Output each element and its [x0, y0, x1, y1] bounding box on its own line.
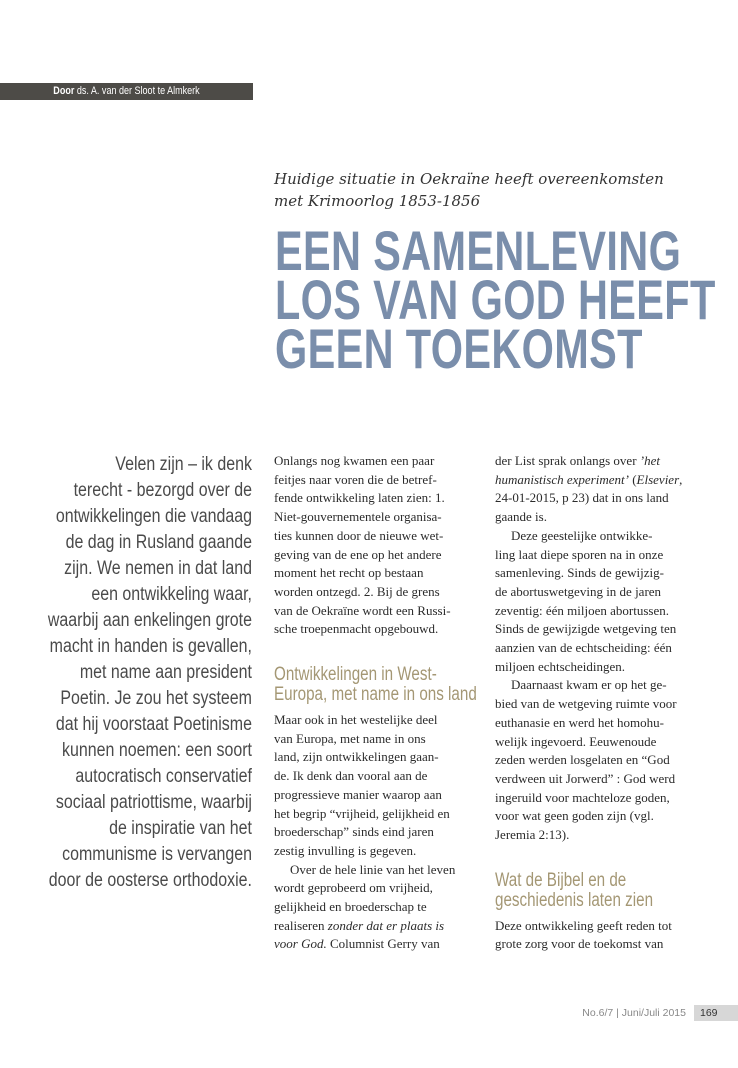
text: moment het recht op bestaan — [274, 565, 424, 581]
section-heading — [495, 891, 667, 911]
spacer — [274, 639, 489, 665]
body-text-line — [274, 564, 489, 583]
text: geschiedenis laten zien — [495, 889, 654, 911]
body-text-line — [274, 917, 489, 936]
subtitle-line: Huidige situatie in Oekraïne heeft overeenkomsten — [274, 170, 664, 188]
pull-quote-line: de dag in Rusland gaande — [65, 532, 252, 553]
body-text-line — [274, 861, 489, 880]
body-text-line — [274, 471, 489, 490]
pull-quote-line: autocratisch conservatief — [75, 766, 253, 787]
title-line: GEEN TOEKOMST — [275, 317, 643, 380]
body-text-line — [495, 583, 710, 602]
body-text-line — [495, 452, 710, 471]
body-text-line — [495, 546, 710, 565]
body-text-line — [274, 452, 489, 471]
pull-quote-line: communisme is vervangen — [62, 844, 252, 865]
text: feitjes naar voren die de betref- — [274, 471, 437, 487]
pull-quote-line: waarbij aan enkelingen grote — [47, 610, 252, 631]
italic-text: zonder dat er plaats is — [327, 917, 445, 933]
text: welijk ingevoerd. Eeuwenoude — [495, 733, 657, 749]
body-text-line — [495, 676, 710, 695]
article-title — [275, 219, 735, 380]
text: ties kunnen door de nieuwe wet- — [274, 527, 444, 543]
body-text-line — [495, 620, 710, 639]
text: sche troepenmacht opgebouwd. — [274, 621, 439, 637]
italic-text: humanistisch experiment’ — [495, 471, 629, 487]
italic-text: voor God. — [274, 936, 327, 952]
text: Niet-gouvernementele organisa- — [274, 509, 442, 525]
text: ingeruild voor machteloze goden, — [495, 789, 670, 805]
body-text-line — [274, 508, 489, 527]
body-text-line — [274, 935, 489, 954]
body-text-line — [495, 527, 710, 546]
body-text-line — [274, 823, 489, 842]
body-text-line — [274, 583, 489, 602]
body-text-line — [495, 471, 710, 490]
text-column-2 — [495, 452, 710, 954]
text: aanzien van de echtscheiding: één — [495, 640, 672, 656]
text: Columnist Gerry van — [326, 936, 440, 952]
body-text-line — [495, 789, 710, 808]
body-text-line — [274, 842, 489, 861]
text: de. Ik denk dan vooral aan de — [274, 768, 428, 784]
body-text-line — [495, 751, 710, 770]
text: worden ontzegd. 2. Bij de grens — [274, 583, 440, 599]
text: het begrip “vrijheid, gelijkheid en — [274, 805, 450, 821]
pull-quote-line: macht in handen is gevallen, — [49, 636, 252, 657]
body-text-line — [274, 546, 489, 565]
text: zestig invulling is gegeven. — [274, 842, 417, 858]
body-text-line — [495, 714, 710, 733]
body-text-line — [495, 807, 710, 826]
text: de abortuswetgeving in de jaren — [495, 583, 662, 599]
text: verdween uit Jorwerd” : God werd — [495, 770, 676, 786]
text: Jeremia 2:13). — [495, 827, 570, 843]
pull-quote-line: de inspiratie van het — [109, 818, 252, 839]
pull-quote-line: met name aan president — [79, 662, 253, 683]
text: 24-01-2015, p 23) dat in ons land — [495, 490, 669, 506]
text: Europa, met name in ons land — [274, 684, 477, 706]
pull-quote-line: zijn. We nemen in dat land — [64, 558, 252, 579]
section-heading — [495, 871, 667, 891]
text: Deze geestelijke ontwikke- — [511, 527, 653, 543]
pull-quote — [9, 452, 252, 894]
body-text-line — [495, 508, 710, 527]
italic-text: Elsevier — [636, 471, 680, 487]
body-text-line — [495, 639, 710, 658]
text: wordt geprobeerd om vrijheid, — [274, 880, 433, 896]
text: van Europa, met name in ons — [274, 730, 426, 746]
text: Sinds de gewijzigde wetgeving ten — [495, 621, 677, 637]
text: euthanasie en werd het homohu- — [495, 714, 664, 730]
text: realiseren — [274, 917, 328, 933]
pull-quote-line: sociaal patriottisme, waarbij — [55, 792, 252, 813]
issue-info: No.6/7 | Juni/Juli 2015 — [582, 1007, 686, 1019]
page-footer — [478, 1005, 738, 1021]
article-subtitle — [274, 168, 664, 212]
body-text-line — [274, 620, 489, 639]
text: , — [679, 471, 683, 487]
text: zeden werden losgelaten en “God — [495, 752, 670, 768]
text: broederschap” sinds eind jaren — [274, 824, 434, 840]
text-column-1 — [274, 452, 489, 954]
body-text-line — [274, 730, 489, 749]
byline-author: ds. A. van der Sloot te Almkerk — [76, 85, 200, 97]
body-text-line — [274, 748, 489, 767]
text: miljoen echtscheidingen. — [495, 658, 625, 674]
text: Ontwikkelingen in West- — [274, 664, 437, 686]
text: bied van de wetgeving ruimte voor — [495, 696, 677, 712]
body-text-line — [495, 658, 710, 677]
spacer — [495, 845, 710, 871]
body-text-line — [274, 602, 489, 621]
body-text-line — [495, 733, 710, 752]
section-heading — [274, 684, 477, 706]
body-text-line — [274, 879, 489, 898]
text: progressieve manier waarop aan — [274, 786, 442, 802]
body-text-line — [495, 770, 710, 789]
byline-bar — [0, 83, 253, 100]
byline-prefix: Door — [53, 85, 75, 97]
body-text-line — [274, 767, 489, 786]
body-text-line — [274, 711, 489, 730]
pull-quote-line: dat hij voorstaat Poetinisme — [55, 714, 252, 735]
body-text-line — [495, 602, 710, 621]
text: fende ontwikkeling laten zien: 1. — [274, 490, 445, 506]
body-text-line — [274, 898, 489, 917]
section-heading — [274, 665, 446, 685]
text: samenleving. Sinds de gewijzig- — [495, 565, 664, 581]
text: gaande is. — [495, 509, 547, 525]
text: land, zijn ontwikkelingen gaan- — [274, 749, 439, 765]
text: ling laat diepe sporen na in onze — [495, 546, 664, 562]
subtitle-line: met Krimoorlog 1853-1856 — [274, 192, 481, 210]
body-text-line — [274, 489, 489, 508]
pull-quote-line: Poetin. Je zou het systeem — [60, 688, 252, 709]
text: grote zorg voor de toekomst van — [495, 936, 664, 952]
body-text-line — [495, 917, 710, 936]
pull-quote-line: door de oosterse orthodoxie. — [48, 870, 252, 891]
text: ( — [628, 471, 637, 487]
text: Wat de Bijbel en de — [495, 869, 627, 891]
body-text-line — [274, 527, 489, 546]
text: geving van de ene op het andere — [274, 546, 442, 562]
text: gelijkheid en broederschap te — [274, 899, 427, 915]
page-number: 169 — [694, 1005, 738, 1021]
pull-quote-line: terecht - bezorgd over de — [73, 480, 252, 501]
text: voor wat geen goden zijn (vgl. — [495, 808, 654, 824]
text: van de Oekraïne wordt een Russi- — [274, 602, 451, 618]
body-text-line — [274, 805, 489, 824]
title-line: LOS VAN GOD HEEFT — [275, 268, 716, 331]
body-text-line — [495, 489, 710, 508]
text: Over de hele linie van het leven — [290, 861, 456, 877]
text: zeventig: één miljoen abortussen. — [495, 602, 670, 618]
italic-text: ’het — [639, 453, 660, 468]
text: der List sprak onlangs over — [495, 453, 640, 468]
pull-quote-line: kunnen noemen: een soort — [62, 740, 252, 761]
text: Maar ook in het westelijke deel — [274, 712, 438, 728]
title-line: EEN SAMENLEVING — [275, 219, 682, 282]
text: Deze ontwikkeling geeft reden tot — [495, 917, 672, 933]
body-text-line — [495, 826, 710, 845]
body-text-line — [274, 786, 489, 805]
text: Daarnaast kwam er op het ge- — [511, 677, 667, 693]
body-text-line — [495, 695, 710, 714]
pull-quote-line: ontwikkelingen die vandaag — [55, 506, 253, 527]
body-text-line — [495, 935, 710, 954]
pull-quote-line: Velen zijn – ik denk — [115, 454, 252, 475]
body-text-line — [495, 564, 710, 583]
pull-quote-line: een ontwikkeling waar, — [91, 584, 252, 605]
text: Onlangs nog kwamen een paar — [274, 453, 435, 468]
